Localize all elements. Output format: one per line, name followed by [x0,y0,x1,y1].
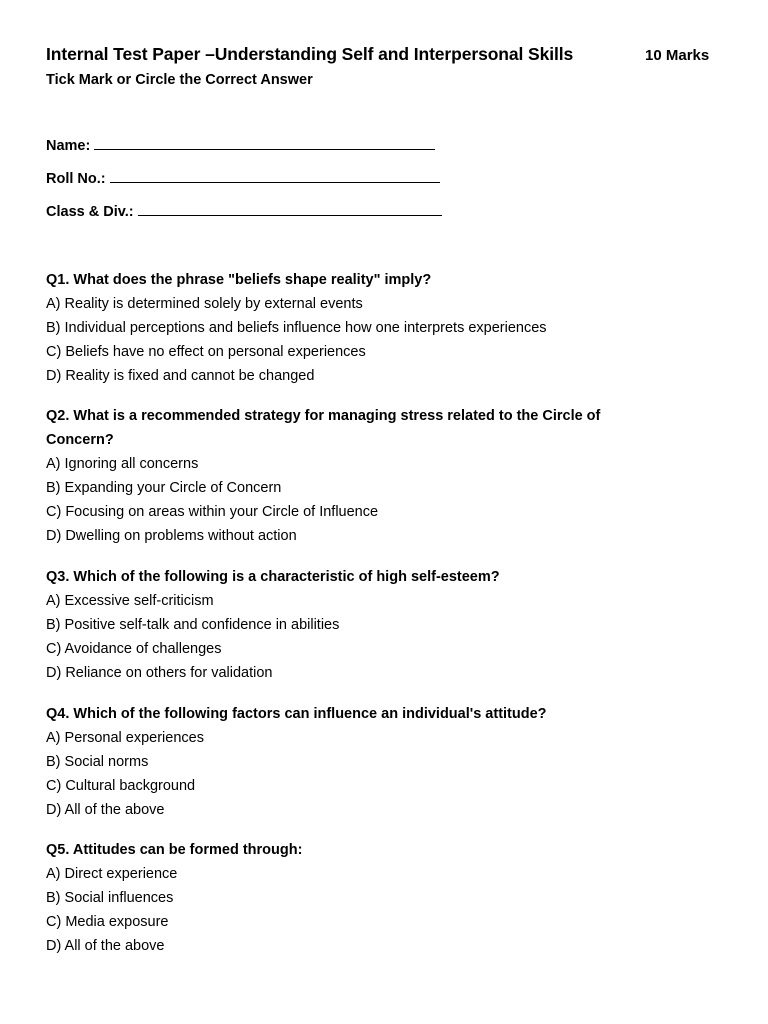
option-c[interactable]: C) Cultural background [46,778,196,794]
name-label: Name: [46,138,91,154]
option-b[interactable]: B) Social influences [46,890,174,906]
roll-field[interactable] [46,168,440,187]
option-a[interactable]: A) Excessive self-criticism [46,593,214,609]
name-blank-line[interactable] [94,135,435,150]
option-a[interactable]: A) Ignoring all concerns [46,456,199,472]
question-text: Q1. What does the phrase "beliefs shape reality" imply? [46,272,432,288]
class-label: Class & Div.: [46,204,134,220]
option-d[interactable]: D) Dwelling on problems without action [46,528,297,544]
question-text: Q5. Attitudes can be formed through: [46,842,303,858]
option-a[interactable]: A) Direct experience [46,866,178,882]
class-field[interactable] [46,201,442,220]
option-b[interactable]: B) Expanding your Circle of Concern [46,480,282,496]
option-b[interactable]: B) Social norms [46,754,149,770]
roll-blank-line[interactable] [110,168,440,183]
instruction-text: Tick Mark or Circle the Correct Answer [46,72,313,88]
name-field[interactable] [46,135,435,154]
option-d[interactable]: D) Reliance on others for validation [46,665,273,681]
total-marks: 10 Marks [645,47,710,64]
option-d[interactable]: D) Reality is fixed and cannot be changed [46,368,315,384]
option-a[interactable]: A) Reality is determined solely by external events [46,296,363,312]
roll-label: Roll No.: [46,171,106,187]
question-5 [46,838,686,958]
option-d[interactable]: D) All of the above [46,938,165,954]
question-4 [46,702,686,822]
option-b[interactable]: B) Positive self-talk and confidence in abilities [46,617,340,633]
option-a[interactable]: A) Personal experiences [46,730,204,746]
question-text: Q3. Which of the following is a characteristic of high self-esteem? [46,569,500,585]
paper-title: Internal Test Paper –Understanding Self and Interpersonal Skills [46,44,574,64]
option-c[interactable]: C) Focusing on areas within your Circle of Influence [46,504,379,520]
question-1 [46,268,686,388]
question-2 [46,404,661,548]
question-3 [46,565,686,685]
option-c[interactable]: C) Avoidance of challenges [46,641,222,657]
option-b[interactable]: B) Individual perceptions and beliefs influence how one interprets experiences [46,320,547,336]
option-c[interactable]: C) Beliefs have no effect on personal experiences [46,344,366,360]
class-blank-line[interactable] [138,201,442,216]
question-text: Q2. What is a recommended strategy for managing stress related to the Circle of Concern? [46,408,601,448]
option-c[interactable]: C) Media exposure [46,914,169,930]
option-d[interactable]: D) All of the above [46,802,165,818]
question-text: Q4. Which of the following factors can influence an individual's attitude? [46,706,547,722]
